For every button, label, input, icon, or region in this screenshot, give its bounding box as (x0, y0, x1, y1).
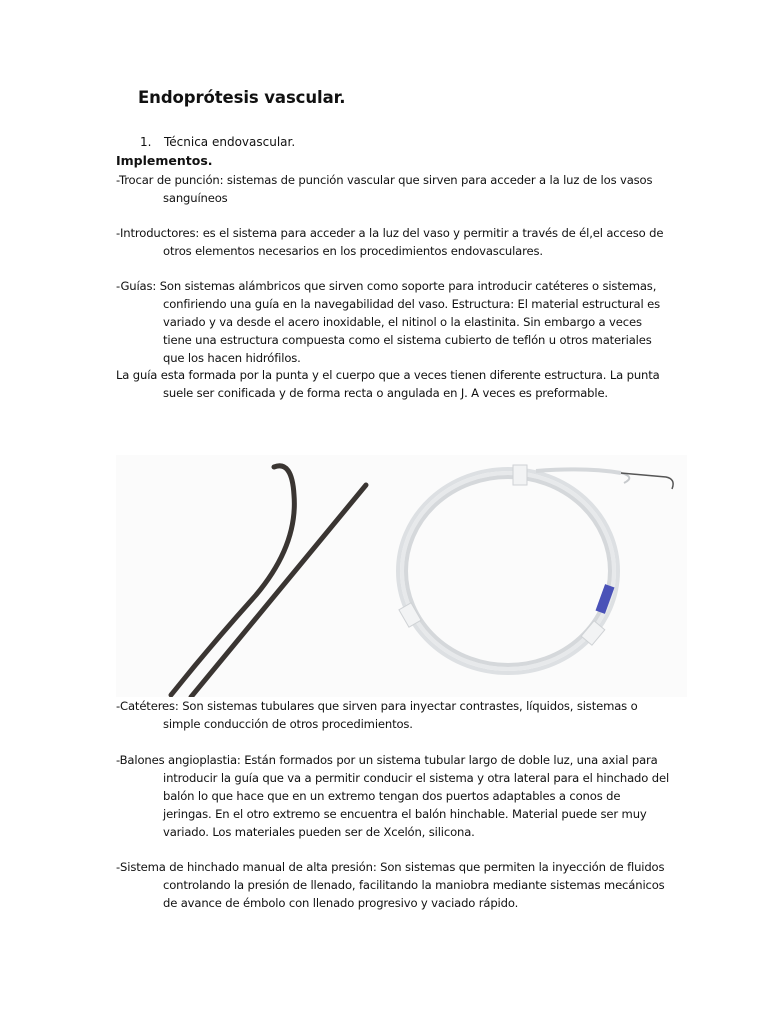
paragraph-line: que los hacen hidrófilos. (163, 351, 301, 365)
paragraph-line: de avance de émbolo con llenado progresivo y vaciado rápido. (163, 896, 519, 910)
paragraph-first-line: -Balones angioplastia: Están formados por un sistema tubular largo de doble luz, una axial para (116, 753, 658, 767)
paragraph-guia-estructura (116, 366, 674, 402)
paragraph-line: variado y va desde el acero inoxidable, el nitinol o la elastinita. Sin embargo a veces (163, 315, 642, 329)
paragraph-line: tiene una estructura compuesta como el sistema cubierto de teflón u otros materiales (163, 333, 652, 347)
paragraph-first-line: -Guías: Son sistemas alámbricos que sirven como soporte para introducir catéteres o sistemas, (116, 279, 657, 293)
guidewire-photo (116, 455, 687, 697)
paragraph-first-line: -Trocar de punción: sistemas de punción vascular que sirven para acceder a la luz de los vasos (116, 173, 653, 187)
paragraph-first-line: -Catéteres: Son sistemas tubulares que sirven para inyectar contrastes, líquidos, sistemas o (116, 699, 638, 713)
paragraph-line: jeringas. En el otro extremo se encuentra el balón hinchable. Material puede ser muy (163, 807, 647, 821)
paragraph-line: simple conducción de otros procedimientos. (163, 717, 413, 731)
paragraph-cateteres (116, 697, 674, 733)
paragraph-line: confiriendo una guía en la navegabilidad del vaso. Estructura: El material estructural es (163, 297, 660, 311)
guidewire-photo-svg (116, 455, 687, 697)
j-tip-guidewire (171, 466, 294, 695)
section-heading: Implementos. (116, 153, 213, 168)
coiled-guidewire (398, 465, 673, 673)
paragraph-first-line: -Sistema de hinchado manual de alta presión: Son sistemas que permiten la inyección de fluidos (116, 860, 665, 874)
paragraph-trocar (116, 171, 674, 207)
paragraph-line: otros elementos necesarios en los procedimientos endovasculares. (163, 244, 543, 258)
paragraph-line: balón lo que hace que en un extremo tengan dos puertos adaptables a conos de (163, 789, 621, 803)
paragraph-hinchado (116, 858, 674, 912)
straight-guidewire (191, 485, 366, 697)
paragraph-balones (116, 751, 674, 841)
paragraph-line: variado. Los materiales pueden ser de Xcelón, silicona. (163, 825, 475, 839)
paragraph-guias (116, 277, 674, 367)
paragraph-line: sanguíneos (163, 191, 228, 205)
paragraph-first-line: La guía esta formada por la punta y el cuerpo que a veces tienen diferente estructura. La punta (116, 368, 660, 382)
page-title: Endoprótesis vascular. (138, 88, 346, 107)
paragraph-line: introducir la guía que va a permitir conducir el sistema y otra lateral para el hinchado del (163, 771, 670, 785)
paragraph-introductores (116, 224, 674, 260)
paragraph-line: suele ser conificada y de forma recta o angulada en J. A veces es preformable. (163, 386, 608, 400)
paragraph-first-line: -Introductores: es el sistema para acceder a la luz del vaso y permitir a través de él,el acceso de (116, 226, 664, 240)
numbered-item-text: Técnica endovascular. (164, 135, 296, 149)
paragraph-line: controlando la presión de llenado, facilitando la maniobra mediante sistemas mecánicos (163, 878, 665, 892)
numbered-item-number: 1. (140, 135, 152, 149)
numbered-item (140, 133, 295, 151)
